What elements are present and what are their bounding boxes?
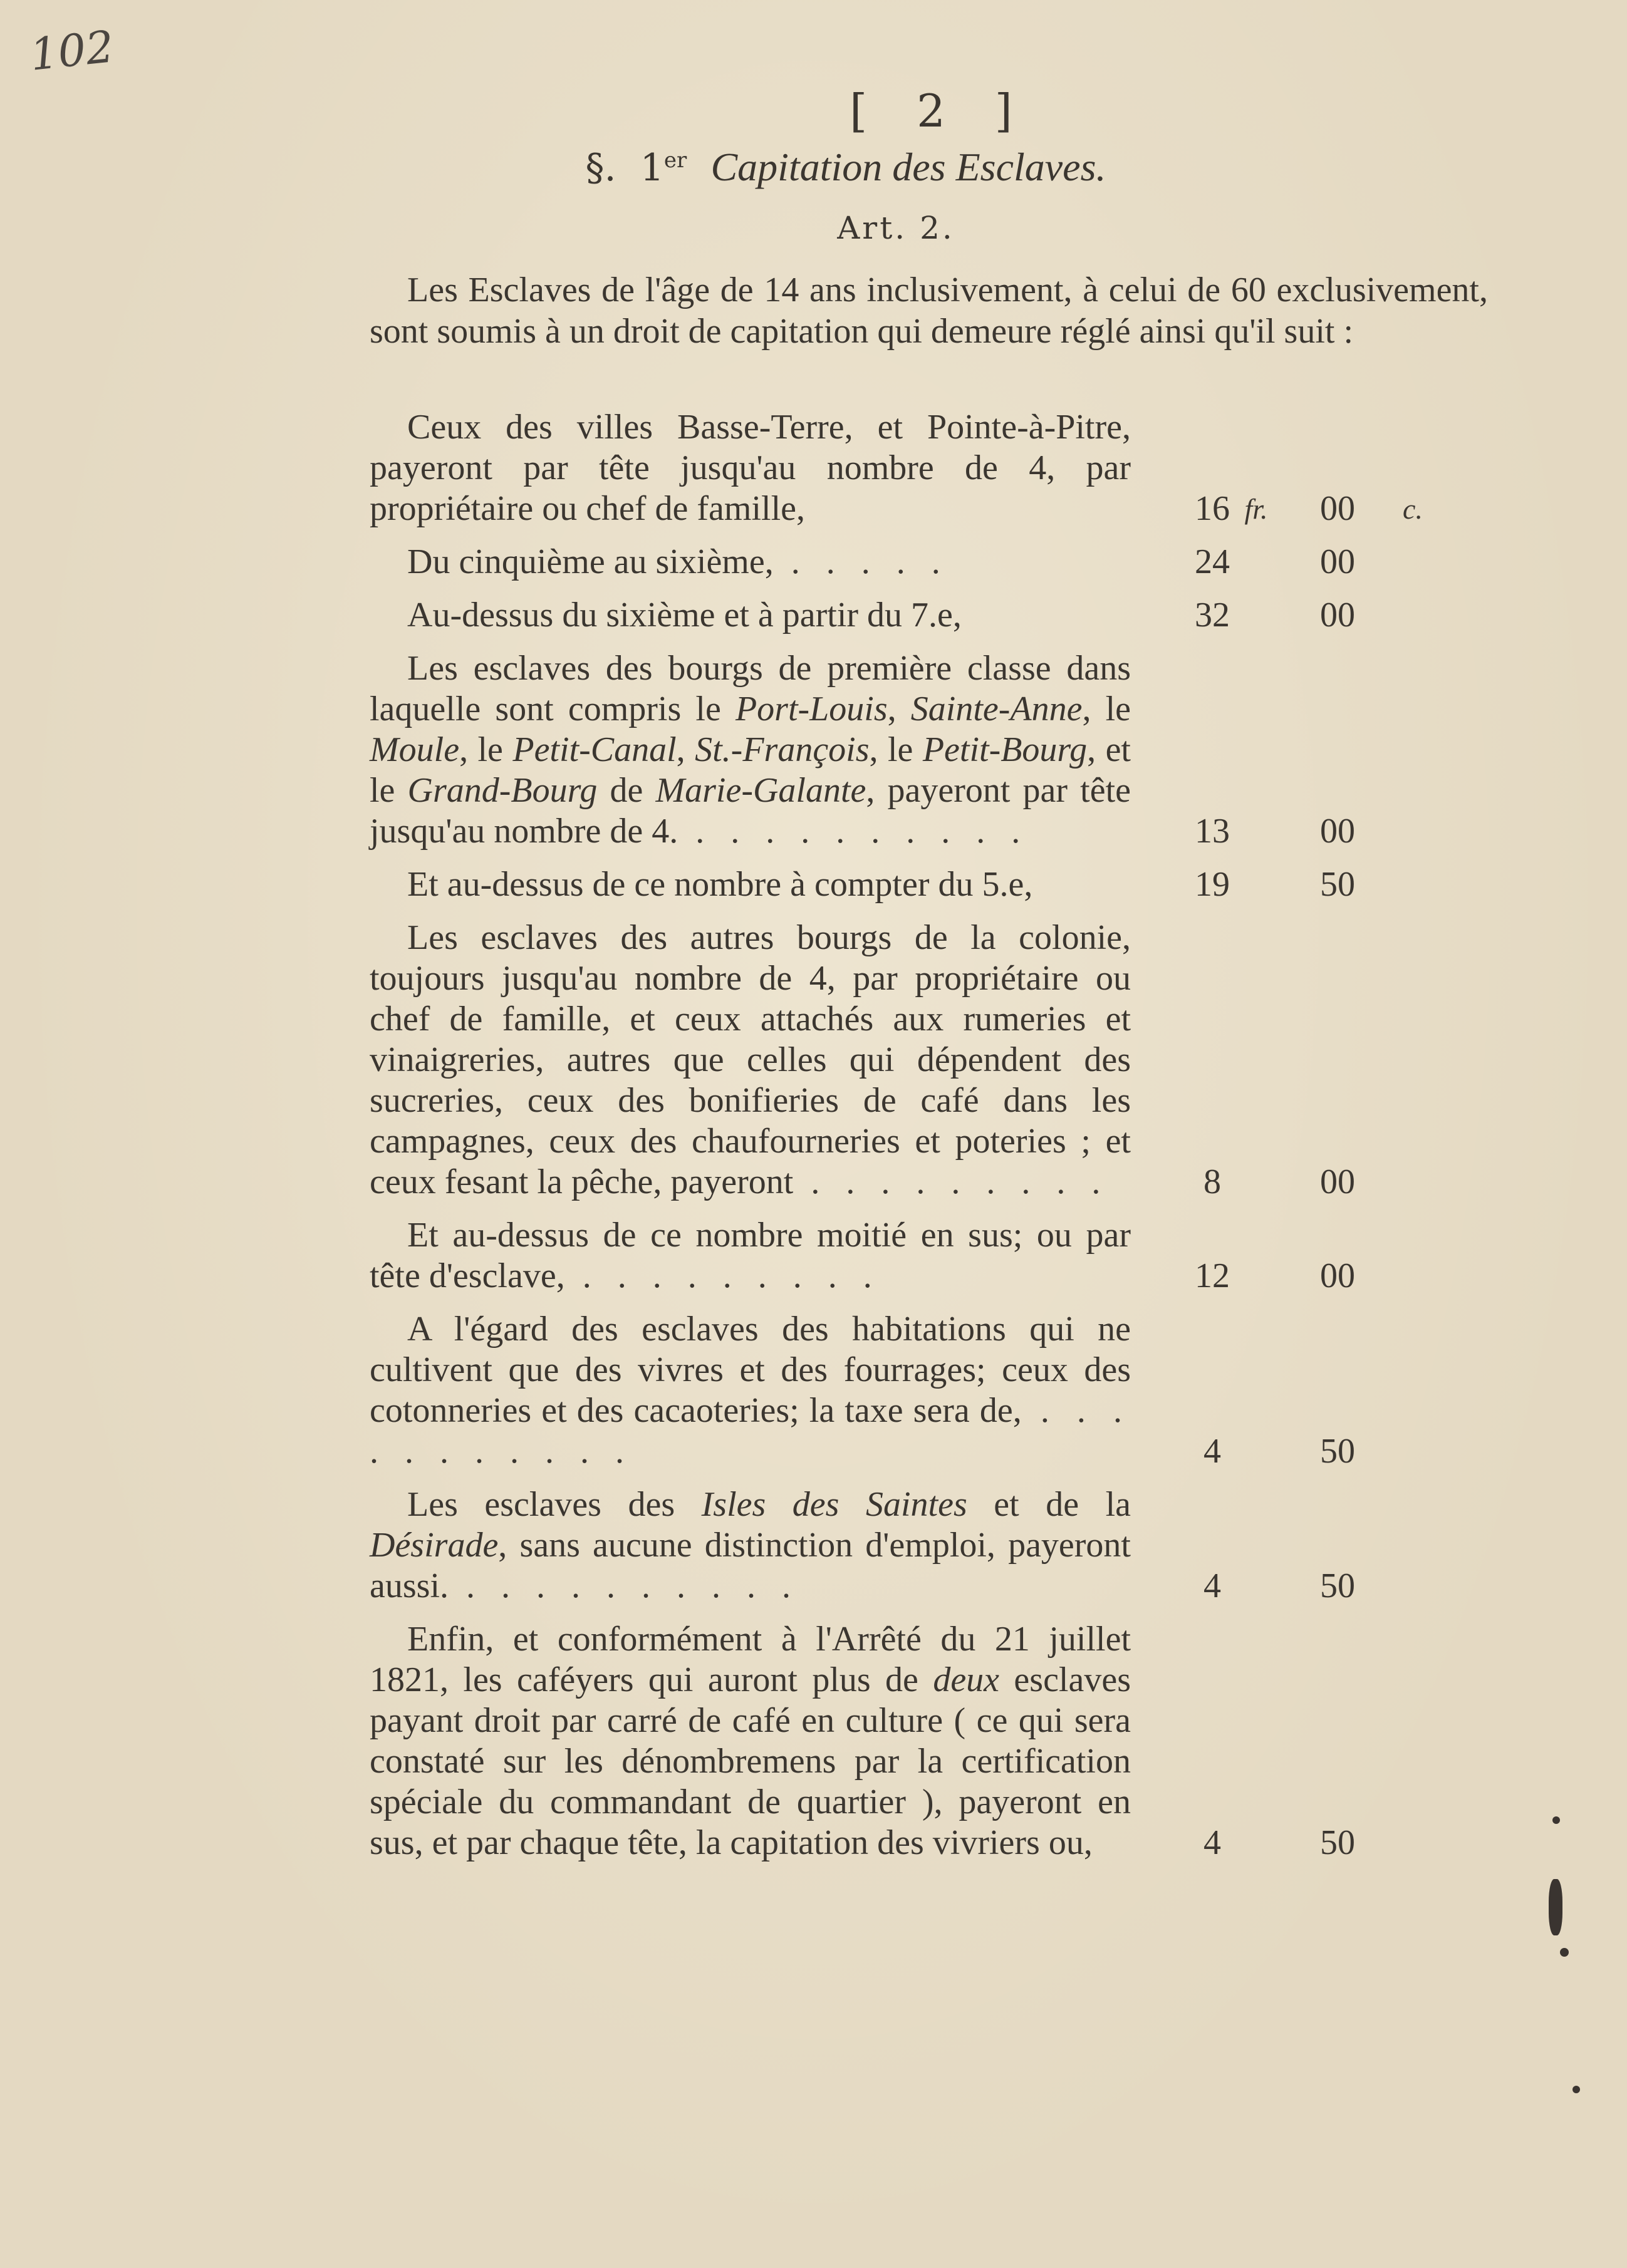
amount-francs: 19 [1195, 865, 1230, 904]
ink-spot [1552, 1816, 1560, 1824]
amount-francs: 4 [1203, 1432, 1221, 1471]
amount-francs: 13 [1195, 812, 1230, 851]
amount-francs: 8 [1203, 1162, 1221, 1201]
leader-dots: . . . . . . . . . . [449, 1566, 799, 1605]
entry-text: Ceux des villes Basse-Terre, et Pointe-à-Pitre, payeront par tête jusqu'au nombre de 4, par propriétaire ou chef de famille, [370, 408, 1131, 528]
amount-francs: 32 [1195, 596, 1230, 634]
amount-francs: 4 [1203, 1823, 1221, 1862]
tax-entry [370, 542, 1510, 583]
amount-centimes: 50 [1320, 865, 1355, 904]
entry-text: Les esclaves des Isles des Saintes et de la Désirade, sans aucune distinction d'emploi, payeront aussi. . . . . . . . . . . [370, 1485, 1131, 1605]
leader-dots: . . . . . . . . . [793, 1162, 1110, 1201]
entry-amount [1156, 1162, 1469, 1203]
unit-centimes: c. [1403, 493, 1423, 525]
entry-text: Et au-dessus de ce nombre moitié en sus; ou par tête d'esclave, . . . . . . . . . [370, 1216, 1131, 1295]
intro-paragraph: Les Esclaves de l'âge de 14 ans inclusivement, à celui de 60 exclusivement, sont soumis à un droit de capitation qui demeure réglé ainsi qu'il suit : [370, 271, 1488, 351]
entry-amount [1156, 1256, 1469, 1297]
tax-entry [370, 407, 1510, 529]
leader-dots: . . . . . [773, 542, 949, 581]
tax-entry [370, 1215, 1510, 1297]
entry-amount [1156, 1431, 1469, 1472]
amount-francs: 16 [1195, 489, 1230, 528]
section-title: Capitation des Esclaves. [710, 145, 1106, 189]
amount-centimes: 50 [1320, 1432, 1355, 1471]
entry-text: Et au-dessus de ce nombre à compter du 5.e, [407, 865, 1033, 904]
entry-amount [1156, 811, 1469, 852]
tax-entry [370, 1309, 1510, 1472]
amount-centimes: 50 [1320, 1566, 1355, 1605]
amount-francs: 24 [1195, 542, 1230, 581]
entry-amount [1156, 595, 1469, 636]
entry-text: Les esclaves des bourgs de première classe dans laquelle sont compris le Port-Louis, Sainte-Anne, le Moule, le Petit-Canal, St.-François, le Petit-Bourg, et le Grand-Bourg de Marie-Galante, payeront par tête jusqu'au nombre de 4. . . . . . . . . . . [370, 649, 1131, 851]
amount-centimes: 50 [1320, 1823, 1355, 1862]
entry-text: A l'égard des esclaves des habitations qui ne cultivent que des vivres et des fourrages; ceux des cotonneries et des cacaoteries; la taxe sera de, . . . . . . . . . . . [370, 1310, 1131, 1471]
entry-text: Enfin, et conformément à l'Arrêté du 21 juillet 1821, les caféyers qui auront plus de deux esclaves payant droit par carré de café en culture ( ce qui sera constaté sur les dénombremens par la certification spéciale du commandant de quartier ), payeront en sus, et par chaque tête, la capitation des vivriers ou, [370, 1620, 1131, 1862]
entry-text: Les esclaves des autres bourgs de la colonie, toujours jusqu'au nombre de 4, par propriétaire ou chef de famille, et ceux attachés aux rumeries et vinaigreries, autres que celles qui dépendent des sucreries, ceux des bonifieries de café dans les campagnes, ceux des chaufourneries et poteries ; et ceux fesant la pêche, payeront . . . . . . . . . [370, 918, 1131, 1201]
leader-dots: . . . . . . . . . . . [370, 1391, 1131, 1471]
entry-text: Au-dessus du sixième et à partir du 7.e, [407, 596, 962, 634]
entry-amount [1156, 864, 1469, 905]
amount-centimes: 00 [1320, 596, 1355, 634]
leader-dots: . . . . . . . . . [564, 1256, 881, 1295]
amount-centimes: 00 [1320, 489, 1355, 528]
tax-entry [370, 918, 1510, 1203]
ink-spot [1572, 2086, 1580, 2093]
entry-amount [1156, 489, 1469, 529]
ink-spot [1549, 1879, 1562, 1935]
section-number: 1er [640, 146, 687, 190]
entry-amount [1156, 542, 1469, 583]
ink-spot [1560, 1948, 1569, 1957]
tax-schedule [370, 407, 1510, 1876]
tax-entry [370, 864, 1510, 905]
section-heading [376, 144, 1316, 190]
amount-francs: 12 [1195, 1256, 1230, 1295]
amount-francs: 4 [1203, 1566, 1221, 1605]
entry-amount [1156, 1823, 1469, 1863]
amount-centimes: 00 [1320, 1256, 1355, 1295]
article-heading: Art. 2. [837, 210, 955, 246]
tax-entry [370, 595, 1510, 636]
section-symbol: §. [585, 146, 616, 190]
handwritten-folio-number: 102 [28, 21, 117, 81]
leader-dots: . . . . . . . . . . [678, 812, 1029, 851]
tax-entry [370, 648, 1510, 852]
entry-amount [1156, 1566, 1469, 1607]
entry-text: Du cinquième au sixième, . . . . . [407, 542, 949, 581]
amount-centimes: 00 [1320, 812, 1355, 851]
tax-entry [370, 1484, 1510, 1607]
amount-centimes: 00 [1320, 542, 1355, 581]
page-number: [ 2 ] [850, 85, 1030, 137]
unit-francs: fr. [1244, 493, 1268, 525]
tax-entry [370, 1619, 1510, 1863]
amount-centimes: 00 [1320, 1162, 1355, 1201]
